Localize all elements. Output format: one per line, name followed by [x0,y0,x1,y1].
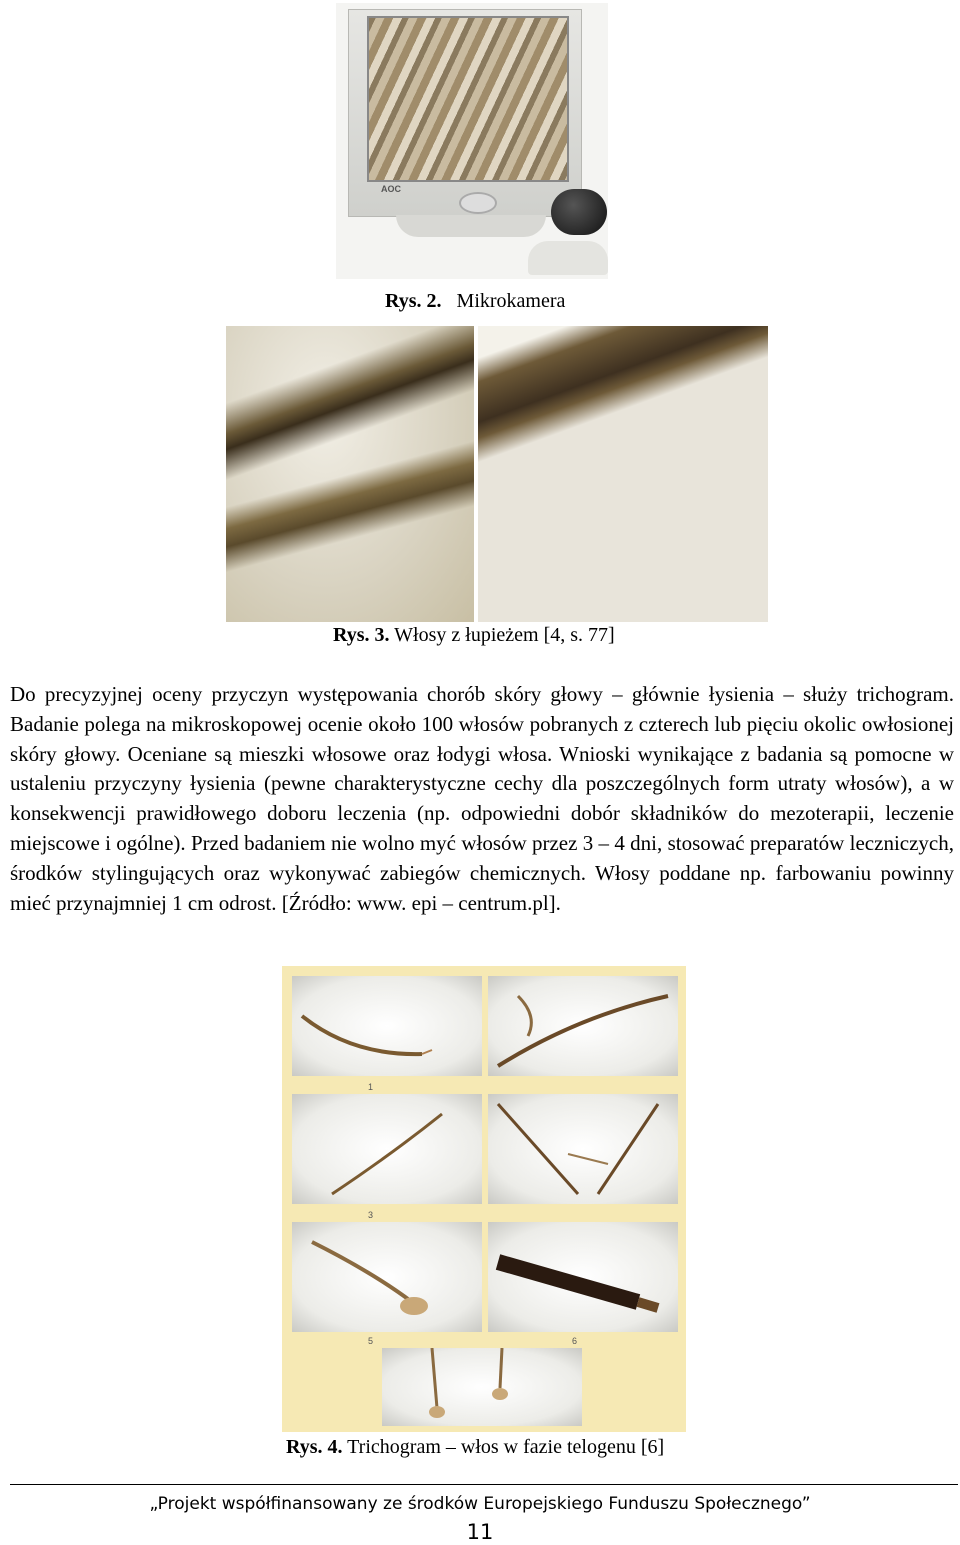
micro-panel-3 [292,1094,482,1204]
micro-panel-4 [488,1094,678,1204]
fig2-title: Mikrokamera [456,290,566,312]
camera-stand [528,241,608,275]
fig3-label: Rys. 3. [333,624,390,646]
fig3-title: Włosy z łupieżem [4, s. 77] [394,624,615,646]
micro-panel-5 [292,1222,482,1332]
footer-project-text: „Projekt współfinansowany ze środków Europejskiego Funduszu Społecznego” [149,1494,811,1514]
fig4-title: Trichogram – włos w fazie telogenu [6] [347,1436,665,1458]
panel-number-5: 5 [368,1336,374,1346]
fig3-caption [333,624,615,647]
fig4-caption [286,1436,664,1459]
micro-panel-2 [488,976,678,1076]
fig4-label: Rys. 4. [286,1436,343,1458]
microcamera-photo [336,3,608,279]
panel-number-1: 1 [368,1082,374,1092]
monitor-brand: AOC [381,184,401,194]
panel-number-3: 3 [368,1210,374,1220]
micro-panel-7 [382,1348,582,1426]
footer-divider [10,1484,958,1485]
fig2-label: Rys. 2. [385,290,442,312]
page-number: 11 [466,1520,494,1544]
panel-number-6: 6 [572,1336,578,1346]
trichogram-figure [282,966,686,1432]
dandruff-hair-photo-left [226,326,474,622]
fig2-caption [385,290,565,313]
monitor-screen [367,16,569,182]
monitor [348,9,582,217]
micro-panel-1 [292,976,482,1076]
monitor-knob [459,192,497,214]
micro-panel-6 [488,1222,678,1332]
body-paragraph: Do precyzyjnej oceny przyczyn występowania chorób skóry głowy – głównie łysienia – służy trichogram. Badanie polega na mikroskopowej ocenie około 100 włosów pobranych z czterech lub pięciu okolic owłosionej skóry głowy. Oceniane są mieszki włosowe oraz łodygi włosa. Wnioski wynikające z badania są pomocne w ustaleniu przyczyny łysienia (pewne charakterystyczne cechy dla poszczególnych form utraty włosów), a w konsekwencji prawidłowego doboru leczenia (np. odpowiedni dobór składników do mezoterapii, leczenie miejscowe i ogólne). Przed badaniem nie wolno myć włosów przez 3 – 4 dni, stosować preparatów leczniczych, środków stylingujących oraz wykonywać zabiegów chemicznych. Włosy poddane np. farbowaniu powinny mieć przynajmniej 1 cm odrost. [Źródło: www. epi – centrum.pl]. [10,682,954,915]
monitor-base [396,215,546,237]
dandruff-hair-photo-right [478,326,768,622]
microcamera-device [551,189,607,235]
